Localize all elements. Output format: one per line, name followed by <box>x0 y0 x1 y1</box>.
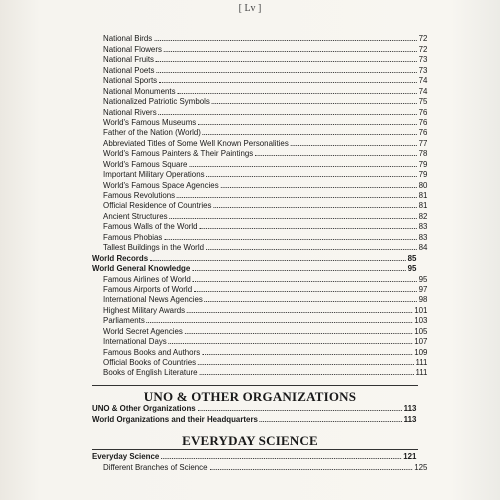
toc-entry-page: 72 <box>418 33 428 44</box>
dot-leader <box>156 72 417 73</box>
toc-entry-title: Important Military Operations <box>103 169 205 180</box>
dot-leader <box>164 51 417 52</box>
toc-entry-page: 80 <box>418 179 428 190</box>
toc-entry-title: Famous Airports of World <box>103 283 193 294</box>
toc-entry-page: 77 <box>418 137 428 148</box>
toc-entry-page: 121 <box>403 451 417 462</box>
toc-entry-title: International Days <box>103 336 167 347</box>
dot-leader <box>212 103 417 104</box>
toc-entry-title: Famous Books and Authors <box>103 346 201 357</box>
toc-entry-page: 109 <box>414 346 428 357</box>
toc-entry-page: 73 <box>418 54 428 65</box>
dot-leader <box>150 260 406 261</box>
toc-entry-title: International News Agencies <box>103 294 203 305</box>
toc-entry-page: 97 <box>418 283 428 294</box>
toc-entry <box>92 64 427 74</box>
toc-entry <box>92 403 416 413</box>
toc-entry-title: Nationalized Patriotic Symbols <box>103 96 210 107</box>
toc-entry-title: World Records <box>92 252 149 263</box>
toc-entry-title: Ancient Structures <box>103 210 168 221</box>
toc-entry-title: National Birds <box>103 33 153 44</box>
toc-entry <box>92 315 427 325</box>
toc-entry-title: Official Residence of Countries <box>103 200 212 211</box>
toc-entry <box>92 200 427 210</box>
toc-entry <box>92 252 416 262</box>
dot-leader <box>158 114 416 115</box>
toc-entry <box>92 242 427 252</box>
toc-entry-title: Different Branches of Science <box>103 461 208 472</box>
divider <box>92 385 418 386</box>
toc-entry-title: Abbreviated Titles of Some Well Known Personalities <box>103 137 289 148</box>
toc-entry-page: 79 <box>418 158 428 169</box>
toc-entry <box>92 304 427 314</box>
toc-entry <box>92 190 427 200</box>
dot-leader <box>260 421 402 422</box>
dot-leader <box>206 176 416 177</box>
toc-entry-title: World Secret Agencies <box>103 325 183 336</box>
dot-leader <box>221 187 417 188</box>
toc-entry-page: 111 <box>415 367 428 378</box>
dot-leader <box>185 333 413 334</box>
toc-entry <box>92 367 427 377</box>
toc-entry <box>92 106 427 116</box>
toc-entry-page: 81 <box>418 200 428 211</box>
dot-leader <box>189 166 417 167</box>
toc-entry-title: National Rivers <box>103 106 157 117</box>
toc-entry-title: Famous Walls of the World <box>103 221 198 232</box>
dot-leader <box>202 354 412 355</box>
toc-entry <box>92 85 427 95</box>
toc-entry-page: 76 <box>418 116 428 127</box>
toc-entry <box>92 75 427 85</box>
toc-entry <box>92 54 427 64</box>
toc-entry <box>92 127 427 137</box>
toc-entry-title: World General Knowledge <box>92 263 191 274</box>
toc-entry <box>92 158 427 168</box>
dot-leader <box>194 291 417 292</box>
dot-leader <box>187 312 413 313</box>
dot-leader <box>164 239 417 240</box>
dot-leader <box>193 281 417 282</box>
page-number: [ Lv ] <box>238 3 262 14</box>
section-title-science: EVERYDAY SCIENCE <box>182 433 318 448</box>
toc-entry <box>92 357 427 367</box>
toc-entry-title: Highest Military Awards <box>103 304 186 315</box>
toc-entry <box>92 148 427 158</box>
section-title-uno: UNO & OTHER ORGANIZATIONS <box>143 389 357 404</box>
toc-entry-page: 83 <box>418 221 428 232</box>
toc-entry-title: World's Famous Square <box>103 158 188 169</box>
uno-toc <box>92 403 417 424</box>
toc-entry-title: National Poets <box>103 64 155 75</box>
toc-entry <box>92 210 427 220</box>
toc-entry-page: 125 <box>414 461 428 472</box>
toc-entry-page: 82 <box>418 210 428 221</box>
toc-entry-title: World's Famous Space Agencies <box>103 179 219 190</box>
toc-entry-title: UNO & Other Organizations <box>92 403 196 414</box>
dot-leader <box>177 197 417 198</box>
toc-entry-title: National Sports <box>103 75 158 86</box>
dot-leader <box>154 40 417 41</box>
dot-leader <box>255 155 417 156</box>
toc-entry-title: Father of the Nation (World) <box>103 127 201 138</box>
toc-entry <box>92 346 427 356</box>
dot-leader <box>161 458 401 459</box>
dot-leader <box>147 322 413 323</box>
toc-entry-title: Everyday Science <box>92 451 160 462</box>
dot-leader <box>206 249 417 250</box>
dot-leader <box>159 82 417 83</box>
toc-entry <box>92 221 427 231</box>
toc-entry-title: World Organizations and their Headquarters <box>92 413 258 424</box>
dot-leader <box>156 61 417 62</box>
toc-entry <box>92 179 427 189</box>
dot-leader <box>192 270 406 271</box>
dot-leader <box>205 301 417 302</box>
toc-entry <box>92 137 427 147</box>
toc-entry <box>92 231 427 241</box>
toc-entry-page: 95 <box>407 263 417 274</box>
toc-entry-title: World's Famous Painters & Their Paintings <box>103 148 254 159</box>
toc-entry-page: 78 <box>418 148 428 159</box>
dot-leader <box>203 134 417 135</box>
toc-entry-page: 107 <box>414 336 428 347</box>
dot-leader <box>169 343 413 344</box>
toc-entry-title: World's Famous Museums <box>103 116 197 127</box>
toc-entry <box>92 325 427 335</box>
dot-leader <box>198 410 402 411</box>
toc-entry <box>92 169 427 179</box>
toc-entry-page: 84 <box>418 242 428 253</box>
toc-entry <box>92 284 427 294</box>
toc-entry-title: Famous Phobias <box>103 231 163 242</box>
toc-entry-title: Famous Airlines of World <box>103 273 191 284</box>
toc-entry <box>92 263 416 273</box>
toc-entry-page: 76 <box>418 127 428 138</box>
toc-entry-page: 95 <box>418 273 428 284</box>
dot-leader <box>291 145 417 146</box>
toc-entry <box>92 117 427 127</box>
toc-entry-title: National Flowers <box>103 43 162 54</box>
toc-entry <box>92 336 427 346</box>
toc-entry-page: 113 <box>403 403 417 414</box>
toc-entry-title: Tallest Buildings in the World <box>103 242 204 253</box>
toc-entry <box>92 96 427 106</box>
toc-entry-page: 73 <box>418 64 428 75</box>
toc-entry-title: Famous Revolutions <box>103 190 176 200</box>
dot-leader <box>209 469 412 470</box>
toc-entry-page: 85 <box>407 252 417 263</box>
dot-leader <box>199 374 413 375</box>
toc-entry <box>92 33 427 43</box>
dot-leader <box>213 207 417 208</box>
toc-entry-title: Official Books of Countries <box>103 357 197 367</box>
dot-leader <box>198 364 414 365</box>
dot-leader <box>199 228 416 229</box>
science-toc <box>92 451 428 472</box>
toc-entry-page: 74 <box>418 75 428 86</box>
toc-entry-page: 79 <box>418 169 428 180</box>
toc-entry-page: 72 <box>418 43 428 54</box>
toc-entry-page: 74 <box>418 85 428 96</box>
dot-leader <box>198 124 417 125</box>
toc-entry-title: Parliaments <box>103 315 145 326</box>
toc-entry <box>92 294 427 304</box>
toc-entry-page: 75 <box>418 96 428 107</box>
toc-entry-title: National Monuments <box>103 85 176 96</box>
toc-entry <box>92 43 427 53</box>
toc-entry-page: 81 <box>418 190 428 200</box>
toc-entry <box>92 413 416 423</box>
toc-entry-page: 111 <box>415 357 428 367</box>
toc-entry-page: 98 <box>418 294 428 305</box>
toc-entry-page: 83 <box>418 231 428 242</box>
toc-entry-title: National Fruits <box>103 54 155 65</box>
toc-entry-page: 113 <box>403 413 417 424</box>
toc-entry-page: 105 <box>414 325 428 336</box>
dot-leader <box>169 218 416 219</box>
table-of-contents <box>92 33 428 378</box>
toc-entry <box>92 273 427 283</box>
toc-entry <box>92 451 416 461</box>
dot-leader <box>177 93 416 94</box>
divider <box>92 449 418 450</box>
toc-entry <box>92 461 427 471</box>
toc-entry-title: Books of English Literature <box>103 367 198 378</box>
toc-entry-page: 103 <box>414 315 428 326</box>
toc-entry-page: 101 <box>414 304 428 315</box>
toc-entry-page: 76 <box>418 106 428 117</box>
